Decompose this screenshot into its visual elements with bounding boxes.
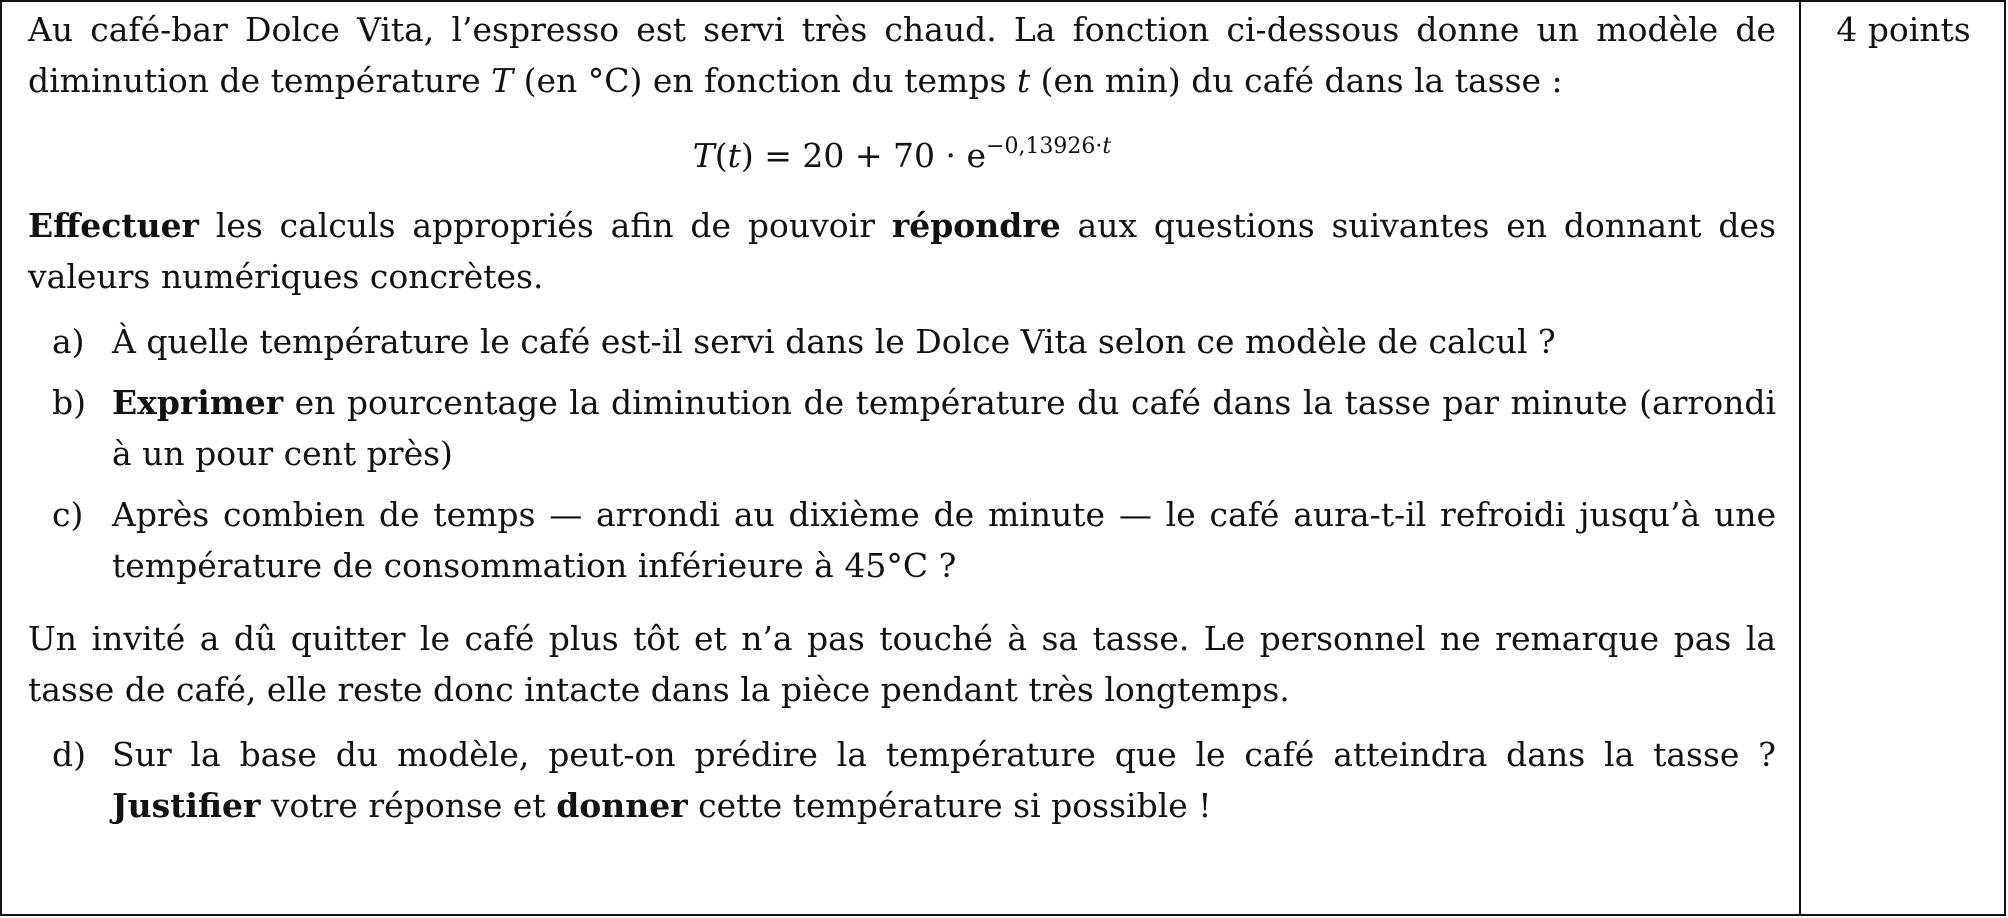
question-b bbox=[28, 377, 1776, 479]
intro-text-2: (en °C) en fonction du temps bbox=[513, 61, 1017, 100]
formula-paren-open: ( bbox=[714, 136, 728, 175]
question-d bbox=[28, 729, 1776, 831]
instruction-paragraph bbox=[28, 200, 1776, 302]
formula-t: t bbox=[727, 136, 741, 175]
temperature-formula bbox=[28, 128, 1776, 184]
scenario-paragraph: Un invité a dû quitter le café plus tôt et n’a pas touché à sa tasse. Le personnel ne remarque pas la tasse de café, elle reste donc intacte dans la pièce pendant très longtemps. bbox=[28, 619, 1776, 709]
instruction-text-1: les calculs appropriés afin de pouvoir bbox=[198, 206, 892, 245]
question-text: en pourcentage la diminution de température du café dans la tasse par minute (arrondi à un pour cent près) bbox=[112, 383, 1776, 473]
question-text-3: cette température si possible ! bbox=[687, 786, 1212, 825]
question-list-1 bbox=[28, 316, 1776, 591]
question-text-2: votre réponse et bbox=[260, 786, 557, 825]
question-label: b) bbox=[52, 383, 86, 422]
formula-T: T bbox=[692, 136, 715, 175]
question-text: Après combien de temps — arrondi au dixième de minute — le café aura-t-il refroidi jusqu’à une température de consommation inférieure à 45°C ? bbox=[112, 495, 1776, 585]
intro-text-1: Au café-bar Dolce Vita, l’espresso est servi très chaud. La fonction ci-dessous donne un modèle de diminution de température bbox=[28, 10, 1776, 100]
question-a bbox=[28, 316, 1776, 367]
intro-paragraph bbox=[28, 4, 1776, 106]
question-bold-2: donner bbox=[556, 786, 688, 825]
question-label: d) bbox=[52, 735, 86, 774]
question-text: À quelle température le café est-il servi dans le Dolce Vita selon ce modèle de calcul ? bbox=[112, 322, 1556, 361]
formula-rhs: = 20 + 70 · e bbox=[753, 136, 987, 175]
question-bold-1: Justifier bbox=[112, 786, 261, 825]
intro-text-3: (en min) du café dans la tasse : bbox=[1030, 61, 1563, 100]
question-bold: Exprimer bbox=[112, 383, 284, 422]
formula-exponent-var: t bbox=[1102, 134, 1112, 159]
instruction-bold-2: répondre bbox=[891, 206, 1061, 245]
question-list-2 bbox=[28, 729, 1776, 831]
question-text-1: Sur la base du modèle, peut-on prédire la température que le café atteindra dans la tasse ? bbox=[112, 735, 1776, 774]
formula-paren-close: ) bbox=[740, 136, 754, 175]
points-cell: 4 points bbox=[1836, 10, 1971, 49]
formula-exponent bbox=[986, 134, 1111, 159]
question-label: c) bbox=[52, 495, 84, 534]
variable-t: t bbox=[1016, 61, 1031, 100]
instruction-text-2: aux questions suivantes en donnant des valeurs numériques concrètes. bbox=[28, 206, 1776, 296]
column-divider bbox=[1799, 2, 1801, 916]
formula-exponent-value: −0,13926· bbox=[986, 134, 1103, 159]
question-label: a) bbox=[52, 322, 85, 361]
question-c bbox=[28, 489, 1776, 591]
variable-T: T bbox=[491, 61, 514, 100]
instruction-bold-1: Effectuer bbox=[28, 206, 199, 245]
exercise-content bbox=[28, 4, 1776, 841]
